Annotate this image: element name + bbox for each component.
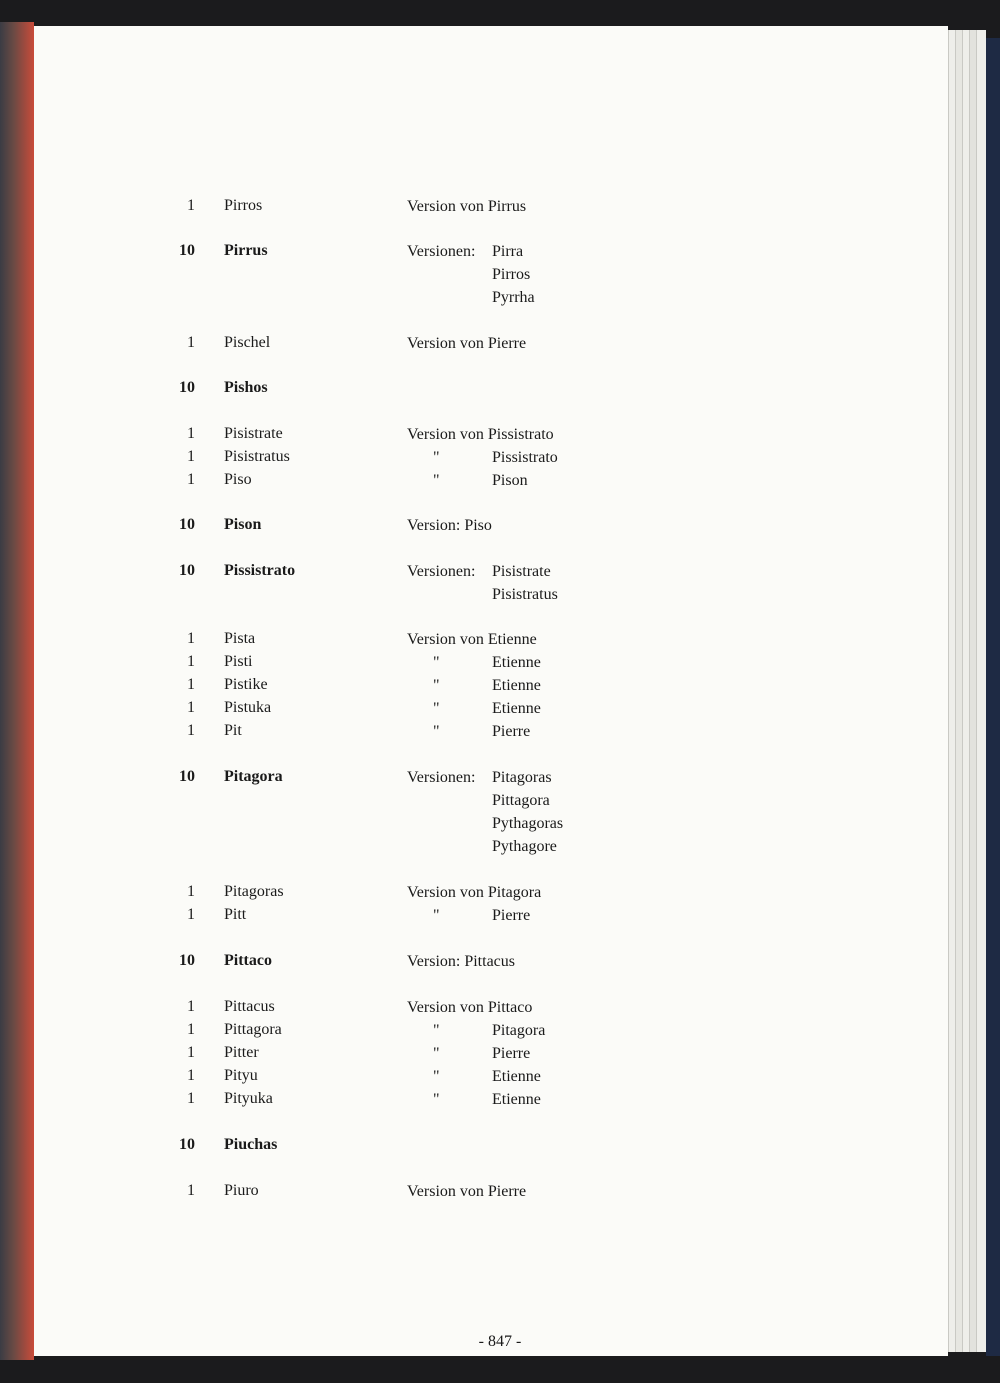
- entry-count: 1: [187, 630, 195, 647]
- entry-count: 1: [187, 1182, 195, 1199]
- entry-target: Pitagora: [492, 1022, 546, 1039]
- entry-count: 10: [179, 952, 195, 969]
- entry-count: 1: [187, 425, 195, 442]
- entry-target: Etienne: [492, 1091, 541, 1108]
- entry-relation: Version von Pierre: [407, 1183, 527, 1200]
- entry-relation: Version von Pirrus: [407, 198, 527, 215]
- page-edge-stack: [948, 30, 955, 1352]
- entry-name: Pishos: [224, 379, 268, 396]
- entry-name: Pitagoras: [224, 883, 284, 900]
- entry-relation: Versionen:: [407, 243, 476, 260]
- entry-name: Pisti: [224, 653, 253, 670]
- entry-count: 10: [179, 516, 195, 533]
- entry-count: 10: [179, 562, 195, 579]
- entry-count: 1: [187, 334, 195, 351]
- entry-name: Pitagora: [224, 768, 283, 785]
- entry-count: 1: [187, 722, 195, 739]
- entry-target: Etienne: [492, 700, 541, 717]
- entry-name: Pistuka: [224, 699, 272, 716]
- entry-relation: Version von Pittaco: [407, 999, 533, 1016]
- entry-relation: ": [433, 654, 440, 671]
- entry-name: Pittaco: [224, 952, 272, 969]
- entry-target: Etienne: [492, 654, 541, 671]
- page-edge-stack: [962, 30, 969, 1352]
- entry-relation: Version von Pissistrato: [407, 426, 554, 443]
- entry-name: Pityu: [224, 1067, 258, 1084]
- entry-count: 1: [187, 906, 195, 923]
- entry-target: Pissistrato: [492, 449, 558, 466]
- entry-target: Pierre: [492, 907, 531, 924]
- entry-name: Pirros: [224, 197, 263, 214]
- entry-name: Pirrus: [224, 242, 268, 259]
- entry-relation: ": [433, 1068, 440, 1085]
- entry-target: Pythagore: [492, 838, 557, 855]
- book-cover-right-edge: [986, 38, 1000, 1356]
- entry-target: Pyrrha: [492, 289, 535, 306]
- entry-target: Etienne: [492, 1068, 541, 1085]
- entry-relation: ": [433, 700, 440, 717]
- entry-count: 1: [187, 448, 195, 465]
- entry-target: Pisistratus: [492, 586, 558, 603]
- entry-name: Pissistrato: [224, 562, 296, 579]
- entry-target: Pitagoras: [492, 769, 552, 786]
- entry-relation: ": [433, 723, 440, 740]
- entry-relation: Version von Etienne: [407, 631, 537, 648]
- entry-name: Piso: [224, 471, 252, 488]
- entry-name: Pitter: [224, 1044, 259, 1061]
- entry-name: Pit: [224, 722, 242, 739]
- entry-name: Pisistratus: [224, 448, 290, 465]
- entry-count: 10: [179, 768, 195, 785]
- entry-count: 10: [179, 1136, 195, 1153]
- entry-target: Etienne: [492, 677, 541, 694]
- entry-target: Pierre: [492, 723, 531, 740]
- entry-count: 1: [187, 998, 195, 1015]
- entry-count: 1: [187, 653, 195, 670]
- entry-relation: Versionen:: [407, 769, 476, 786]
- entry-name: Pittacus: [224, 998, 275, 1015]
- entry-relation: Versionen:: [407, 563, 476, 580]
- entry-relation: ": [433, 472, 440, 489]
- entry-name: Pistike: [224, 676, 268, 693]
- entry-count: 10: [179, 379, 195, 396]
- entry-count: 1: [187, 676, 195, 693]
- entry-name: Pista: [224, 630, 256, 647]
- entry-relation: Version von Pierre: [407, 335, 527, 352]
- entry-name: Pityuka: [224, 1090, 273, 1107]
- entry-relation: Version: Pittacus: [407, 953, 515, 970]
- entry-target: Pythagoras: [492, 815, 564, 832]
- entry-relation: ": [433, 677, 440, 694]
- entry-count: 1: [187, 1090, 195, 1107]
- entry-relation: ": [433, 907, 440, 924]
- entry-count: 1: [187, 471, 195, 488]
- entry-name: Pischel: [224, 334, 271, 351]
- entry-name: Pisistrate: [224, 425, 283, 442]
- entry-relation: ": [433, 449, 440, 466]
- book-cover-left-edge: [0, 22, 34, 1360]
- entry-name: Pittagora: [224, 1021, 282, 1038]
- entry-count: 1: [187, 883, 195, 900]
- entry-relation: Version: Piso: [407, 517, 492, 534]
- entry-relation: ": [433, 1022, 440, 1039]
- entry-name: Piuro: [224, 1182, 259, 1199]
- entry-name: Pison: [224, 516, 262, 533]
- entry-target: Pierre: [492, 1045, 531, 1062]
- entry-count: 1: [187, 1067, 195, 1084]
- entry-count: 1: [187, 197, 195, 214]
- page-number: - 847 -: [478, 1333, 522, 1350]
- page-edge-stack: [969, 30, 976, 1352]
- entry-target: Pittagora: [492, 792, 550, 809]
- entry-count: 10: [179, 242, 195, 259]
- entry-count: 1: [187, 1044, 195, 1061]
- page-edge-stack: [976, 30, 986, 1352]
- entry-name: Piuchas: [224, 1136, 278, 1153]
- entry-relation: ": [433, 1091, 440, 1108]
- entry-target: Pisistrate: [492, 563, 551, 580]
- entry-target: Pirros: [492, 266, 531, 283]
- entry-relation: ": [433, 1045, 440, 1062]
- entry-count: 1: [187, 699, 195, 716]
- page-edge-stack: [955, 30, 962, 1352]
- entry-count: 1: [187, 1021, 195, 1038]
- entry-target: Pison: [492, 472, 528, 489]
- entry-name: Pitt: [224, 906, 247, 923]
- entry-target: Pirra: [492, 243, 524, 260]
- entry-relation: Version von Pitagora: [407, 884, 542, 901]
